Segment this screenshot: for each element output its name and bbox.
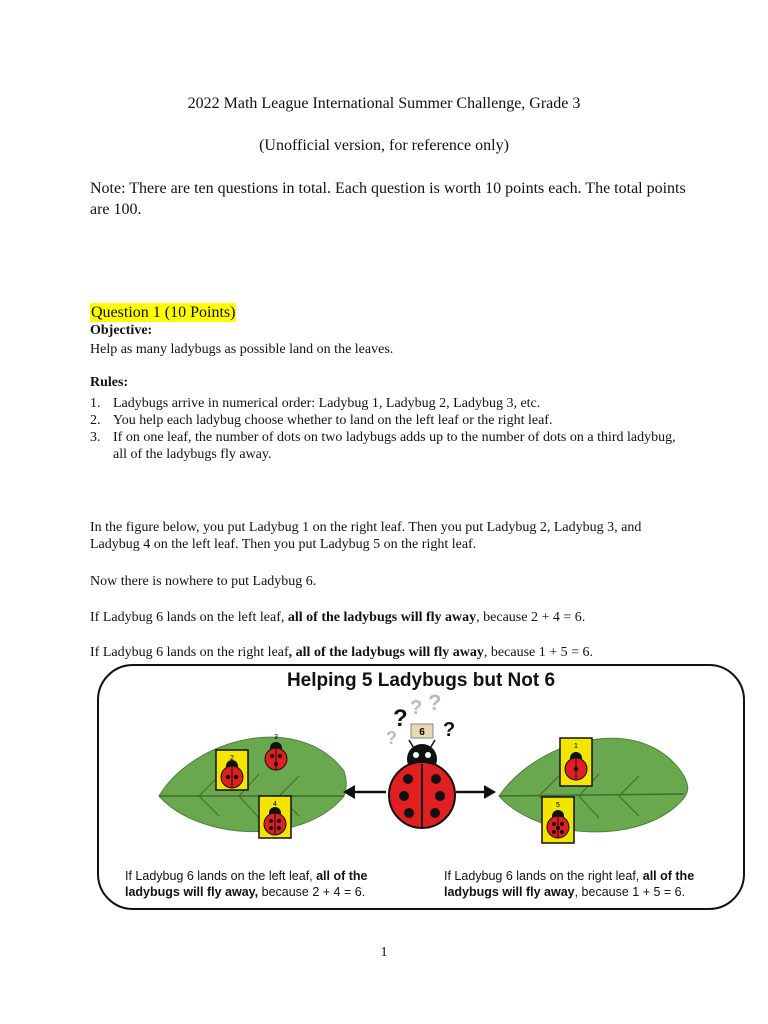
left-ladybug-3-label: 3 (274, 734, 278, 741)
right-leaf-explanation: If Ladybug 6 lands on the right leaf, all of the ladybugs will fly away, because 1 + 5 = 6. (90, 645, 594, 660)
left-ladybug-4-label: 4 (273, 801, 277, 808)
rules-label: Rules: (90, 375, 129, 390)
left-ladybug-2 (216, 750, 248, 790)
rules-list (90, 395, 680, 463)
left-caption: If Ladybug 6 lands on the left leaf, all of the ladybugs will fly away, because 2 + 4 = 6. (125, 869, 368, 899)
arrow-left (343, 785, 386, 799)
right-ladybug-5 (542, 797, 574, 843)
nowhere-text: Now there is nowhere to put Ladybug 6. (90, 574, 317, 589)
document-title: 2022 Math League International Summer Challenge, Grade 3 (187, 95, 581, 112)
rule-item: 2. You help each ladybug choose whether to land on the left leaf or the right leaf. (90, 413, 553, 428)
right-ladybug-1 (560, 738, 592, 786)
center-ladybug-label: 6 (419, 727, 425, 738)
figure-description: In the figure below, you put Ladybug 1 on the right leaf. Then you put Ladybug 2, Ladybug 3, and Ladybug 4 on the left leaf. Then you put Ladybug 5 on the right leaf. (90, 520, 642, 552)
svg-text:?: ? (443, 719, 456, 741)
right-ladybug-1-label: 1 (574, 743, 578, 750)
ladybug-figure (97, 664, 745, 910)
figure-title: Helping 5 Ladybugs but Not 6 (286, 670, 556, 691)
right-caption: If Ladybug 6 lands on the right leaf, all of the ladybugs will fly away, because 1 + 5 = 6. (444, 869, 695, 899)
intro-note: Note: There are ten questions in total. Each question is worth 10 points each. The total points are 100. (90, 180, 686, 218)
svg-text:?: ? (410, 697, 423, 719)
document-subtitle: (Unofficial version, for reference only) (259, 137, 509, 154)
question-heading: Question 1 (10 Points) (91, 304, 236, 321)
svg-text:?: ? (428, 690, 442, 715)
right-leaf (499, 738, 688, 832)
left-ladybug-2-label: 2 (230, 755, 234, 762)
page-number: 1 (380, 945, 388, 960)
left-ladybug-4 (259, 796, 291, 838)
svg-text:?: ? (386, 728, 397, 748)
right-ladybug-5-label: 5 (556, 802, 560, 809)
question-marks (386, 690, 455, 748)
rule-item: 1. Ladybugs arrive in numerical order: Ladybug 1, Ladybug 2, Ladybug 3, etc. (90, 396, 541, 411)
left-leaf-explanation: If Ladybug 6 lands on the left leaf, all of the ladybugs will fly away, because 2 + 4 = 6. (90, 610, 586, 625)
arrow-right (456, 785, 496, 799)
left-leaf (159, 737, 346, 831)
rule-item: 3. If on one leaf, the number of dots on two ladybugs adds up to the number of dots on a third ladybug, all of the ladybugs fly away. (90, 430, 676, 462)
objective-label: Objective: (90, 323, 153, 338)
objective-text: Help as many ladybugs as possible land on the leaves. (90, 342, 394, 357)
svg-text:?: ? (393, 705, 408, 732)
